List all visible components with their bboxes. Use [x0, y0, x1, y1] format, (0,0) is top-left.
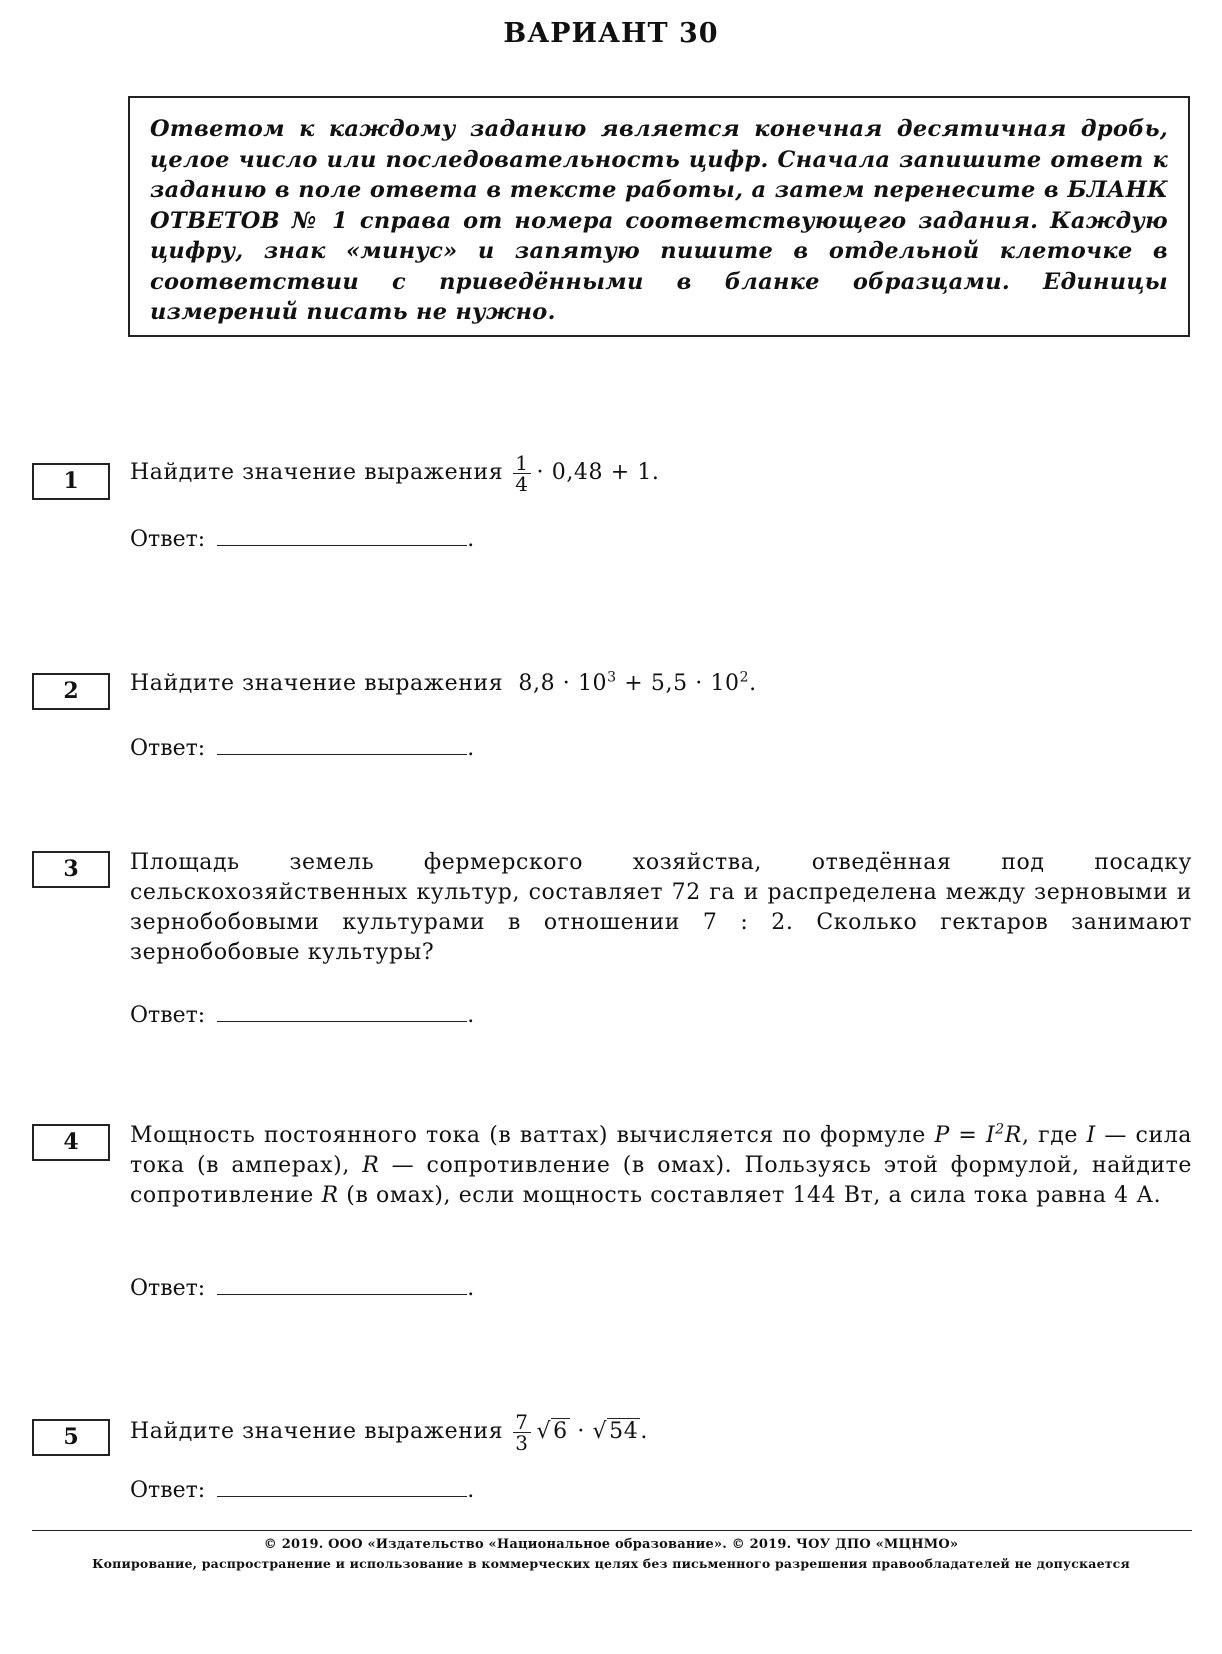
answer-label: Ответ: [130, 527, 206, 552]
task-number: 4 [32, 1124, 110, 1161]
task-question [130, 669, 1192, 699]
instructions-box: Ответом к каждому заданию является конечная десятичная дробь, целое число или последовательность цифр. Сначала запишите ответ к заданию в поле ответа в тексте работы, а затем перенесите в БЛАНК ОТВЕТОВ № 1 справа от номера соответствующего задания. Каждую цифру, знак «минус» и запятую пишите в отдельной клеточке в соответствии с приведёнными в бланке образцами. Единицы измерений писать не нужно. [128, 96, 1190, 337]
question-text: — сила тока (в амперах), [130, 1123, 1193, 1178]
answer-period: . [467, 736, 475, 761]
answer-period: . [467, 1276, 475, 1301]
formula [934, 1123, 1022, 1148]
task-number: 5 [32, 1419, 110, 1456]
answer-period: . [467, 1003, 475, 1028]
question-text: Найдите значение выражения [130, 1419, 504, 1444]
sqrt-1: √6 [536, 1419, 568, 1444]
answer-period: . [467, 527, 475, 552]
answer-period: . [467, 1478, 475, 1503]
task-question [130, 1121, 1192, 1211]
question-text: Мощность постоянного тока (в ваттах) вычисляется по формуле [130, 1123, 935, 1148]
footer-copyright: © 2019. ООО «Издательство «Национальное образование». © 2019. ЧОУ ДПО «МЦНМО» [263, 1537, 959, 1552]
task-number: 3 [32, 851, 110, 888]
question-text: (в омах), если мощность составляет 144 Вт, а сила тока равна 4 А. [338, 1183, 1162, 1208]
radicand-1: 6 [553, 1419, 568, 1444]
answer-field[interactable] [217, 734, 467, 755]
variable-i: I [1086, 1123, 1096, 1148]
fraction-denominator: 4 [515, 471, 529, 496]
answer-row [130, 1274, 474, 1304]
fraction [513, 1409, 530, 1455]
page-title: ВАРИАНТ 30 [503, 18, 719, 49]
answer-row [130, 1001, 474, 1031]
answer-field[interactable] [217, 1001, 467, 1022]
operator: · [569, 1419, 593, 1444]
expression-part-a: 8,8 · 10 [518, 671, 608, 696]
task-number: 2 [32, 673, 110, 710]
answer-label: Ответ: [130, 1276, 206, 1301]
formula-left: P = I [934, 1123, 996, 1148]
footer-license: Копирование, распространение и использование в коммерческих целях без письменного разрешения правообладателей не допускается [92, 1556, 1130, 1571]
exponent-b: 2 [739, 669, 750, 686]
task-question: Площадь земель фермерского хозяйства, отведённая под посадку сельскохозяйственных культур, составляет 72 га и распределена между зерновыми и зернобобовыми культурами в отношении 7 : 2. Сколько гектаров занимают зернобобовые культуры? [130, 850, 1192, 965]
fraction-numerator: 7 [515, 1409, 529, 1434]
formula-right: R [1004, 1123, 1022, 1148]
radicand-2: 54 [609, 1419, 639, 1444]
formula-exponent: 2 [995, 1121, 1005, 1138]
expression-tail: · 0,48 + 1. [536, 460, 660, 485]
answer-row [130, 734, 474, 764]
expression-part-b: + 5,5 · 10 [616, 671, 740, 696]
question-text: Найдите значение выражения [130, 460, 504, 485]
answer-row [130, 1476, 474, 1506]
variable-r: R [362, 1153, 380, 1178]
task-question [130, 1404, 1192, 1460]
answer-label: Ответ: [130, 1003, 206, 1028]
answer-field[interactable] [217, 1476, 467, 1497]
question-text: , где [1021, 1123, 1087, 1148]
fraction-denominator: 3 [515, 1430, 529, 1455]
exponent-a: 3 [607, 669, 617, 686]
answer-row [130, 525, 474, 555]
expression-end: . [640, 1419, 648, 1444]
footer-divider [32, 1530, 1192, 1531]
question-text: — сопротивление (в омах). Пользуясь этой формулой, найдите сопротивление [130, 1153, 1193, 1208]
task-number: 1 [32, 463, 110, 500]
task-question [130, 445, 1192, 501]
answer-field[interactable] [217, 525, 467, 546]
answer-label: Ответ: [130, 736, 206, 761]
fraction-numerator: 1 [515, 450, 529, 475]
variable-r: R [321, 1183, 339, 1208]
answer-field[interactable] [217, 1274, 467, 1295]
fraction [513, 450, 530, 496]
answer-label: Ответ: [130, 1478, 206, 1503]
question-text: Найдите значение выражения [130, 671, 504, 696]
expression-end: . [749, 671, 757, 696]
sqrt-2: √54 [592, 1419, 639, 1444]
